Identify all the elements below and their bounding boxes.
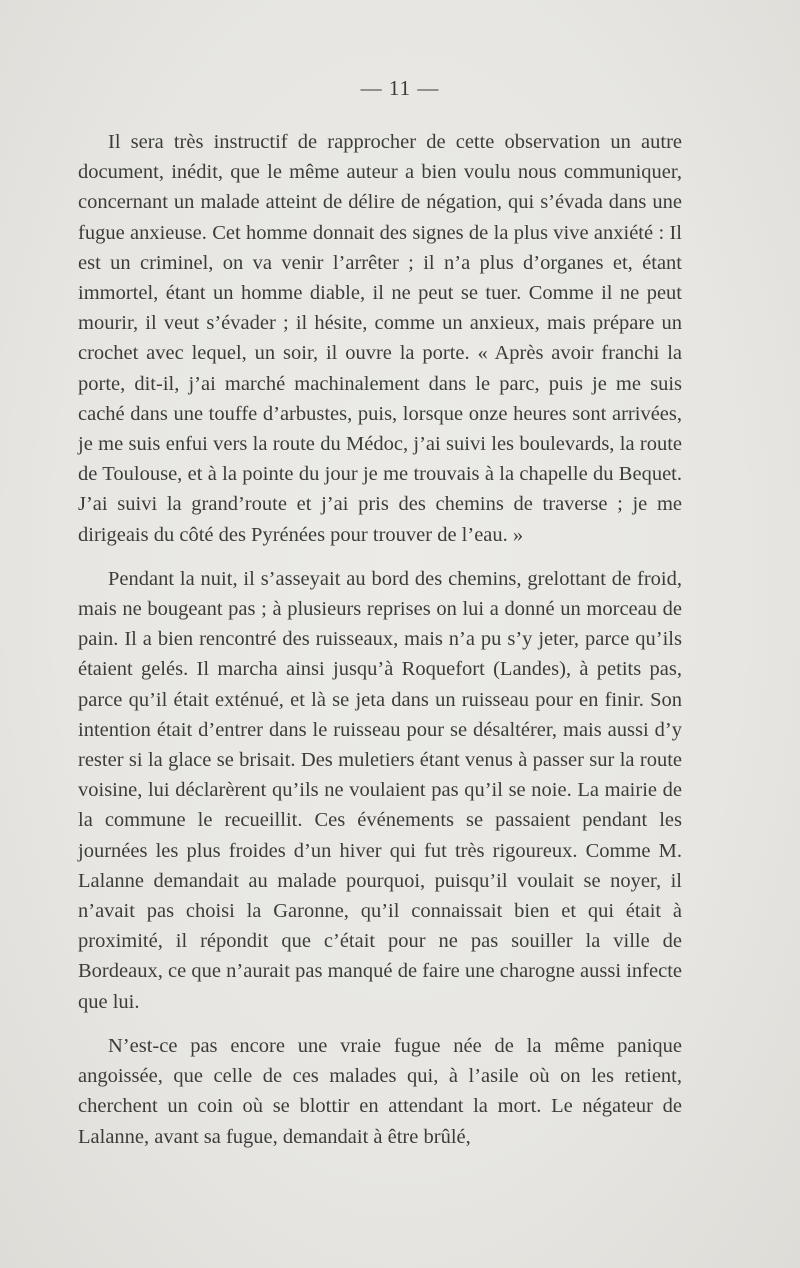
paragraph-2: Pendant la nuit, il s’asseyait au bord des chemins, grelottant de froid, mais ne bougeant pas ; à plusieurs reprises on lui a donné un morceau de pain. Il a bien rencontré des ruisseaux, mais n’a pu s’y jeter, parce qu’ils étaient gelés. Il marcha ainsi jusqu’à Roquefort (Landes), à petits pas, parce qu’il était exténué, et là se jeta dans un ruisseau pour en finir. Son intention était d’entrer dans le ruisseau pour se désaltérer, mais aussi d’y rester si la glace se brisait. Des muletiers étant venus à passer sur la route voisine, lui déclarèrent qu’ils ne voulaient pas qu’il se noie. La mairie de la commune le recueillit. Ces événements se passaient pendant les journées les plus froides d’un hiver qui fut très rigoureux. Comme M. Lalanne demandait au malade pourquoi, puisqu’il voulait se noyer, il n’avait pas choisi la Garonne, qu’il connaissait bien et qui était à proximité, il répondit que c’était pour ne pas souiller la ville de Bordeaux, ce que n’aurait pas manqué de faire une charogne aussi infecte que lui. xyxy=(78,567,682,1013)
body-text xyxy=(78,127,682,1152)
page-number: — 11 — xyxy=(360,76,440,100)
paragraph-1: Il sera très instructif de rapprocher de cette observation un autre document, inédit, que le même auteur a bien voulu nous communiquer, concernant un malade atteint de délire de négation, qui s’évada dans une fugue anxieuse. Cet homme donnait des signes de la plus vive anxiété : Il est un criminel, on va venir l’arrêter ; il n’a plus d’organes et, étant immortel, étant un homme diable, il ne peut se tuer. Comme il ne peut mourir, il veut s’évader ; il hésite, comme un anxieux, mais prépare un crochet avec lequel, un soir, il ouvre la porte. « Après avoir franchi la porte, dit-il, j’ai marché machinalement dans le parc, puis je me suis caché dans une touffe d’arbustes, puis, lorsque onze heures sont arrivées, je me suis enfui vers la route du Médoc, j’ai suivi les boulevards, la route de Toulouse, et à la pointe du jour je me trouvais à la chapelle du Bequet. J’ai suivi la grand’route et j’ai pris des chemins de traverse ; je me dirigeais du côté des Pyrénées pour trouver de l’eau. » xyxy=(78,131,682,546)
paragraph-3: N’est-ce pas encore une vraie fugue née de la même panique angoissée, que celle de ces malades qui, à l’asile où on les retient, cherchent un coin où se blottir en attendant la mort. Le négateur de Lalanne, avant sa fugue, demandait à être brûlé, xyxy=(78,1034,682,1148)
